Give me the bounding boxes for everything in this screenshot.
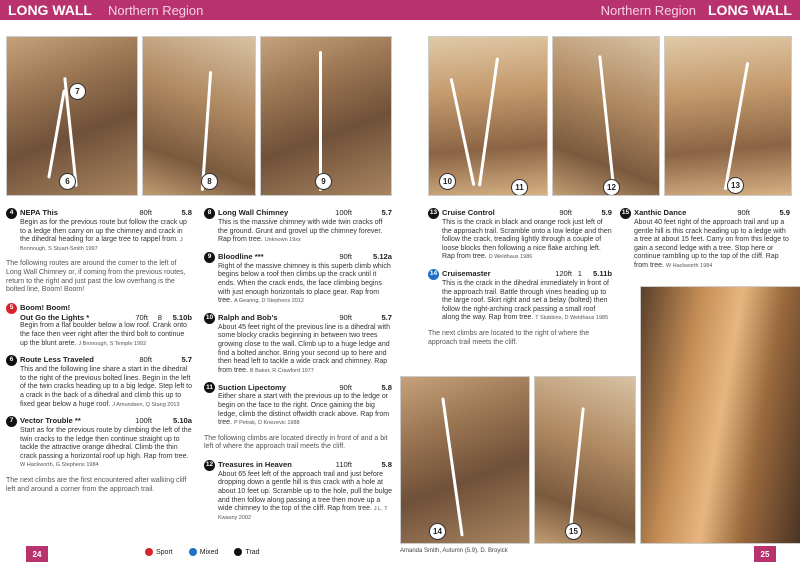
- legend-trad: Trad: [234, 548, 259, 556]
- photo-route-15: [534, 376, 636, 544]
- section-note: The next climbs are located to the right of where the approach trail meets the cliff.: [428, 329, 590, 346]
- route-length: 90ft: [559, 208, 572, 218]
- first-ascent: W Hackworth 1984: [665, 262, 713, 269]
- route-name: Bloodline ***: [218, 251, 264, 261]
- route-name-2: Out Go the Lights *: [20, 312, 90, 322]
- route-name: Cruise Control: [442, 208, 495, 218]
- route-number: 6: [6, 355, 17, 366]
- route-number: 13: [428, 208, 439, 219]
- route-number: 12: [204, 460, 215, 471]
- legend: [145, 548, 260, 556]
- photo-marker: 14: [429, 523, 446, 540]
- route-grade: 5.10b: [172, 312, 192, 322]
- route-length: 70ft: [135, 312, 148, 322]
- photo-marker: 9: [315, 173, 332, 190]
- route-length: 120ft: [555, 269, 572, 279]
- left-column-2: [204, 208, 392, 529]
- route-grade: 5.11b: [593, 269, 612, 279]
- left-header-region: Northern Region: [108, 2, 204, 18]
- legend-sport: Sport: [145, 548, 173, 556]
- route-description: Either share a start with the previous up to the ledge or begin on the face to the right. Once gaining the big ledge, climb the distinct offwidth crack above. Rap from tree.: [218, 393, 390, 427]
- route-number: 11: [204, 382, 215, 393]
- route-length: 80ft: [139, 208, 152, 218]
- photo-marker: 15: [565, 523, 582, 540]
- route-grade: 5.7: [381, 208, 392, 218]
- route-entry: [204, 313, 392, 376]
- route-name: Boom! Boom!: [20, 302, 71, 312]
- route-number: 8: [204, 208, 215, 219]
- route-number: 10: [204, 313, 215, 324]
- left-header-title: LONG WALL: [8, 2, 92, 18]
- route-entry: [6, 355, 192, 409]
- route-grade: 5.9: [601, 208, 612, 218]
- route-grade: 5.8: [381, 460, 392, 470]
- section-note: The next climbs are the first encountered after walking cliff left and around a corner from the approach trail.: [6, 477, 187, 493]
- page-number-right: 25: [754, 546, 776, 562]
- credit-photographer: D. Broyick: [480, 548, 508, 554]
- route-description: About 65 feet left of the approach trail and just before dropping down a gentle hill is this crack with a hole at about 10 feet up. Scramble up to the hole, pull the bulge and then follow along passing a tree then move up a wide chimney to the top of the cliff. Rap from tree.: [218, 470, 392, 513]
- route-entry: [428, 269, 612, 323]
- route-entry: [6, 303, 192, 348]
- photo-route-9: [260, 36, 392, 196]
- left-header: [0, 0, 400, 20]
- route-description: About 40 feet right of the approach trail and up a gentle hill is this crack heading up to a ledge with a tree at about 15 feet. Carry on from this ledge to gain a second ledge with a tree. Stop here or continue rambling up to the top of the cliff. Rap from tree.: [634, 219, 789, 269]
- route-name: Long Wall Chimney: [218, 208, 289, 218]
- page-number-left: 24: [26, 546, 48, 562]
- route-number: 4: [6, 208, 17, 219]
- route-grade: 5.9: [779, 208, 790, 218]
- photo-marker: 8: [201, 173, 218, 190]
- first-ascent: A Gearing, D Stephens 2012: [233, 298, 304, 305]
- route-name: Route Less Traveled: [20, 355, 94, 365]
- route-name: Ralph and Bob's: [218, 312, 278, 322]
- route-name: Vector Trouble **: [20, 416, 81, 426]
- photo-marker: 10: [439, 173, 456, 190]
- route-description: This and the following line share a start in the dihedral to the right of the previous bolted lines. Begin in the left of the twin cracks heading up to a big ledge. Step left to a crack in the back of a dihedral and climb this up to fixed gear below a huge roof.: [20, 366, 192, 408]
- route-length: 90ft: [737, 208, 750, 218]
- route-number: 9: [204, 252, 215, 263]
- right-column-2: [620, 208, 790, 278]
- photo-credit: [400, 548, 508, 554]
- first-ascent: J Amundsen, Q Stang 2013: [112, 401, 180, 408]
- right-page: [400, 0, 800, 568]
- first-ascent: D Weldhaus 1986: [488, 254, 533, 261]
- photo-route-14: [400, 376, 530, 544]
- photo-marker: 13: [727, 177, 744, 194]
- left-column-1: [6, 208, 192, 502]
- route-entry: [204, 208, 392, 245]
- right-column-1: [428, 208, 612, 355]
- route-description: This is the crack in black and orange rock just left of the approach trail. Scramble onto a low ledge and then follow the crack, treading lightly through a couple of loose blocks then following a nice flake arching left. Rap from tree.: [442, 219, 612, 261]
- photo-routes-10-11: [428, 36, 548, 196]
- right-header-region: Northern Region: [600, 2, 696, 18]
- credit-climber: Amanda Smith, Autumn (5.9),: [400, 548, 479, 554]
- route-entry: [6, 416, 192, 470]
- route-length: 100ft: [135, 416, 152, 426]
- route-name: Xanthic Dance: [634, 208, 687, 218]
- route-description: Begin as for the previous route but follow the crack up to a ledge then carry on up the chimney and crack in the dihedral heading for a large tree to rappel from.: [20, 219, 187, 244]
- first-ascent: J.L, T Kwasny 2002: [218, 506, 388, 521]
- route-length: 80ft: [139, 355, 152, 365]
- first-ascent: Unknown 19xx: [264, 237, 301, 244]
- first-ascent: J Bonnough, S Stuart-Smith 1997: [20, 237, 183, 252]
- route-name: NEPA This: [20, 208, 58, 218]
- route-entry: [428, 208, 612, 262]
- route-description: Right of the massive chimney is this superb climb which begins below a roof then climbs up the crack until it ends. When the crack ends, the face climbing begins with just enough horizontals to place gear. Rap from tree.: [218, 262, 391, 305]
- section-note: The following climbs are located directly in front of and a bit left of where the approach trail meets the cliff.: [204, 434, 388, 451]
- route-entry: [204, 460, 392, 523]
- photo-climber-action: [640, 286, 800, 544]
- route-name: Suction Lipectomy: [218, 382, 286, 392]
- route-grade: 5.7: [181, 355, 192, 365]
- right-header: [400, 0, 800, 20]
- photo-marker: 12: [603, 179, 620, 196]
- route-grade: 5.7: [381, 312, 392, 322]
- route-number: 14: [428, 269, 439, 280]
- bolt-count: 1: [577, 269, 582, 279]
- route-entry: [6, 208, 192, 253]
- photo-route-13: [664, 36, 792, 196]
- photo-marker: 7: [69, 83, 86, 100]
- photo-route-12: [552, 36, 660, 196]
- photo-route-8: [142, 36, 256, 196]
- route-description: Begin from a flat boulder below a low roof. Crank onto the face then veer right after the third bolt to continue up the blunt arete.: [20, 322, 187, 347]
- first-ascent: P Petrak, D Knezevic 1988: [233, 420, 300, 427]
- first-ascent: T Stubbins, D Weldhaus 1985: [535, 315, 609, 322]
- first-ascent: B Baker, R Crawford 1977: [249, 367, 314, 374]
- legend-mixed: Mixed: [189, 548, 219, 556]
- route-grade: 5.8: [181, 208, 192, 218]
- route-number: 15: [620, 208, 631, 219]
- route-grade: 5.8: [381, 382, 392, 392]
- bolt-count: 8: [157, 312, 162, 322]
- route-entry: [620, 208, 790, 271]
- photo-marker: 6: [59, 173, 76, 190]
- route-name: Cruisemaster: [442, 269, 491, 279]
- route-length: 90ft: [339, 251, 352, 261]
- route-description: Start as for the previous route by climbing the left of the twin cracks to the ledge then continue straight up to tackle the attractive orange dihedral. Climb the thin crack passing a horizontal roof up high. Rap from tree.: [20, 427, 192, 460]
- route-length: 100ft: [335, 208, 352, 218]
- section-note: The following routes are around the corner to the left of Long Wall Chimney or, if coming from the previous routes, return to the right and just past the low overhang is the bolted line, Boom! Boom!: [6, 260, 186, 294]
- route-entry: [204, 382, 392, 427]
- route-description: About 45 feet right of the previous line is a dihedral with some blocky cracks beginning in between two trees growing close to the wall. Climb up to a huge ledge and find a bolted anchor. Bring your second up to here and then head left to tackle a wide crack and chimney. Rap from tree.: [218, 323, 390, 374]
- route-description: This is the crack in the dihedral immediately in front of the approach trail. Battle through vines heading up to the large roof. Skirt right and set a belay (bolted) then follow the right-arching crack passing a small roof along the way. Rap from tree.: [442, 279, 609, 322]
- first-ascent: J Bronough, S Temple 1992: [78, 340, 147, 347]
- route-description: This is the massive chimney with wide twin cracks off the ground. Grunt and grovel up the chimney forever. Rap from tree.: [218, 219, 383, 244]
- right-header-title: LONG WALL: [708, 2, 792, 18]
- photo-marker: 11: [511, 179, 528, 196]
- route-length: 110ft: [335, 460, 352, 470]
- route-length: 90ft: [339, 382, 352, 392]
- route-number: 5: [6, 303, 17, 314]
- first-ascent: W Hackworth, G Stephens 1984: [20, 462, 99, 469]
- route-name: Treasures in Heaven: [218, 460, 292, 470]
- route-grade: 5.10a: [172, 416, 192, 426]
- route-grade: 5.12a: [372, 251, 392, 261]
- route-entry: [204, 252, 392, 306]
- route-length: 90ft: [339, 312, 352, 322]
- photo-routes-6-7: [6, 36, 138, 196]
- route-number: 7: [6, 416, 17, 427]
